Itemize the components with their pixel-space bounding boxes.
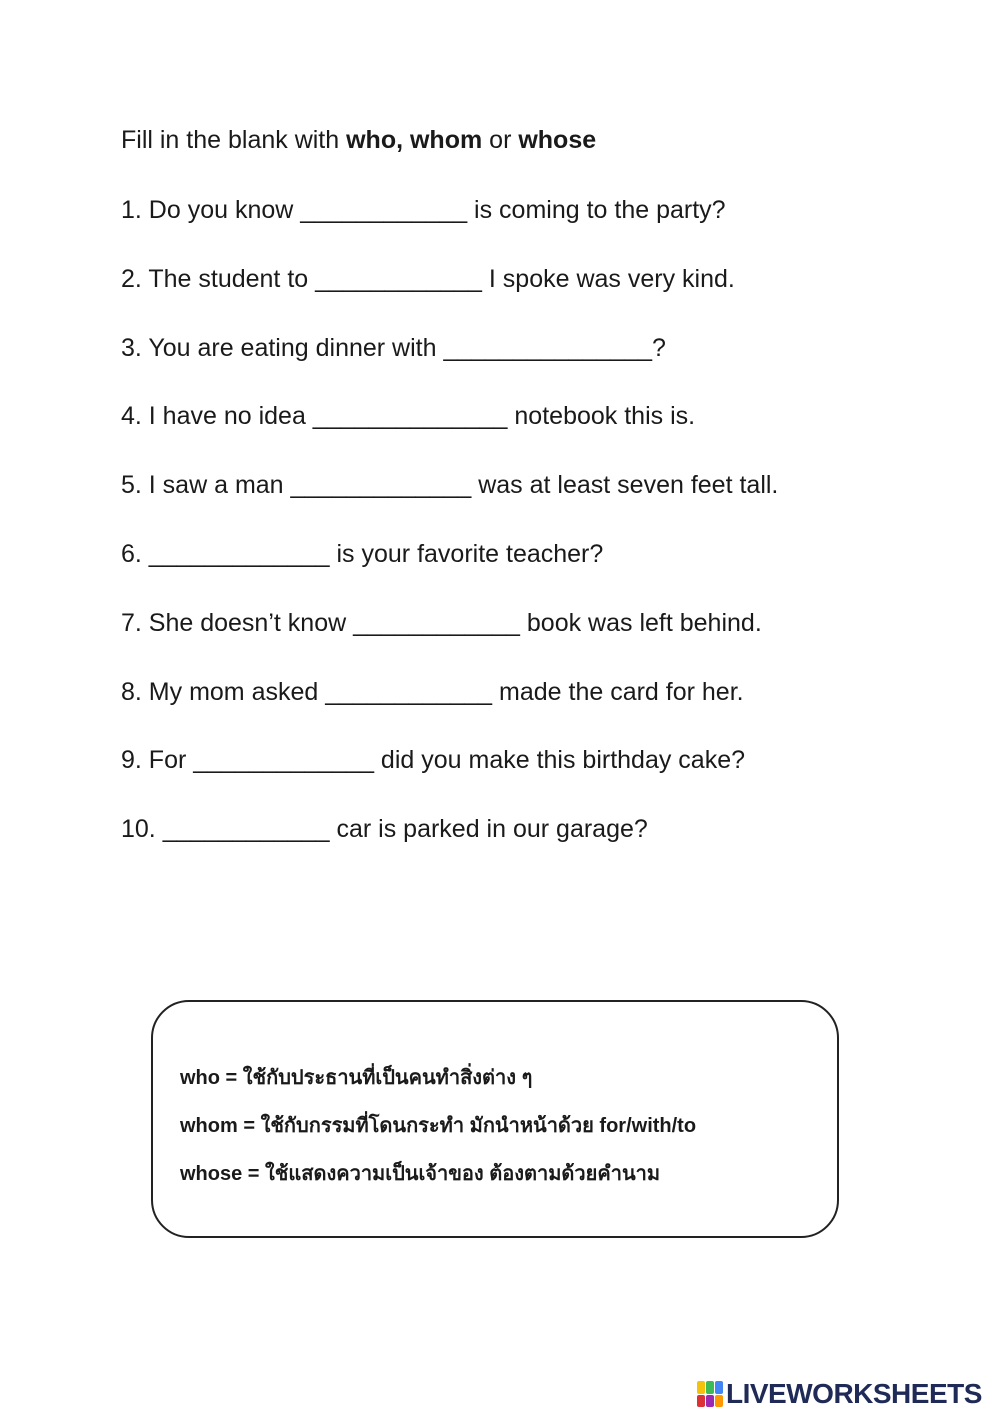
logo-block bbox=[697, 1381, 705, 1394]
brand-name: LIVEWORKSHEETS bbox=[726, 1378, 982, 1409]
question-6: 6. _____________ is your favorite teacher? bbox=[121, 539, 604, 568]
instruction-text bbox=[121, 122, 596, 158]
liveworksheets-logo-icon bbox=[697, 1381, 723, 1407]
question-1: 1. Do you know ____________ is coming to the party? bbox=[121, 196, 726, 224]
question-4: 4. I have no idea ______________ notebook this is. bbox=[121, 402, 696, 431]
logo-block bbox=[697, 1395, 705, 1408]
question-2: 2. The student to ____________ I spoke was very kind. bbox=[121, 264, 735, 293]
instruction-keyword-whose: whose bbox=[518, 126, 597, 154]
legend-who: who = ใช้กับประธานที่เป็นคนทำสิ่งต่าง ๆ bbox=[180, 1067, 533, 1089]
question-3: 3. You are eating dinner with _______________? bbox=[121, 333, 666, 362]
legend-whom: whom = ใช้กับกรรมที่โดนกระทำ มักนำหน้าด้วย for/with/to bbox=[180, 1115, 697, 1137]
legend-whose: whose = ใช้แสดงความเป็นเจ้าของ ต้องตามด้วยคำนาม bbox=[180, 1163, 661, 1185]
grammar-legend-box bbox=[151, 1000, 839, 1238]
logo-block bbox=[715, 1395, 723, 1408]
liveworksheets-brand bbox=[697, 1376, 982, 1412]
question-8: 8. My mom asked ____________ made the card for her. bbox=[121, 677, 744, 706]
question-5: 5. I saw a man _____________ was at least seven feet tall. bbox=[121, 471, 779, 500]
question-10: 10. ____________ car is parked in our garage? bbox=[121, 815, 648, 844]
question-list bbox=[121, 192, 778, 880]
question-7: 7. She doesn’t know ____________ book was left behind. bbox=[121, 608, 762, 637]
question-9: 9. For _____________ did you make this birthday cake? bbox=[121, 746, 746, 775]
logo-block bbox=[706, 1395, 714, 1408]
instruction-keyword-who-whom: who, whom bbox=[346, 126, 483, 154]
instruction-prefix: Fill in the blank with bbox=[121, 126, 347, 154]
logo-block bbox=[706, 1381, 714, 1394]
logo-block bbox=[715, 1381, 723, 1394]
instruction-middle: or bbox=[482, 126, 519, 154]
